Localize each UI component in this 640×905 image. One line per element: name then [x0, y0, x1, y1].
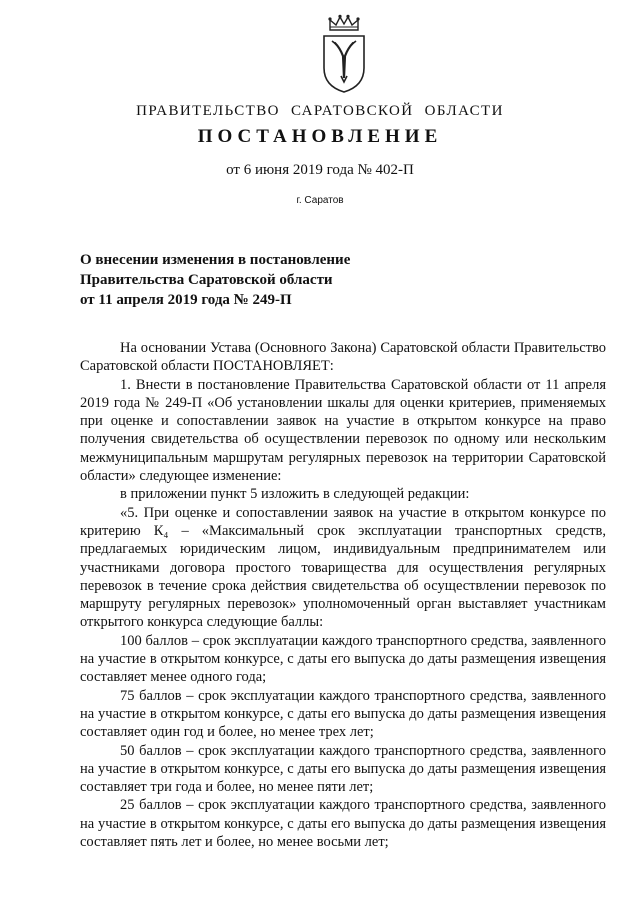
- body-paragraph: 75 баллов – срок эксплуатации каждого транспортного средства, заявленного на участие в открытом конкурсе, с даты его выпуска до даты размещения извещения составляет один год и более, но менее трех лет;: [80, 687, 606, 741]
- subject-line: Правительства Саратовской области: [80, 272, 333, 288]
- government-name: ПРАВИТЕЛЬСТВО САРАТОВСКОЙ ОБЛАСТИ: [136, 103, 504, 119]
- body-paragraph: 100 баллов – срок эксплуатации каждого транспортного средства, заявленного на участие в открытом конкурсе, с даты его выпуска до даты размещения извещения составляет менее одного года;: [80, 632, 606, 686]
- document-body: [80, 339, 606, 851]
- body-paragraph: 1. Внести в постановление Правительства Саратовской области от 11 апреля 2019 года № 249-П «Об установлении шкалы для оценки критериев, применяемых при оценке и сопоставлении заявок на участие в открытом конкурсе на право получения свидетельства об осуществлении перевозок по одному или нескольким межмуниципальным маршрутам регулярных перевозок на территории Саратовской области» следующее изменение:: [80, 376, 606, 485]
- body-paragraph: 50 баллов – срок эксплуатации каждого транспортного средства, заявленного на участие в открытом конкурсе, с даты его выпуска до даты размещения извещения составляет три года и более, но менее пяти лет;: [80, 742, 606, 796]
- city-name: г. Саратов: [296, 195, 344, 206]
- body-paragraph: в приложении пункт 5 изложить в следующей редакции:: [120, 486, 470, 503]
- document-type-title: ПОСТАНОВЛЕНИЕ: [197, 126, 443, 147]
- body-paragraph: На основании Устава (Основного Закона) Саратовской области Правительство Саратовской области ПОСТАНОВЛЯЕТ:: [80, 340, 606, 375]
- subject-line: О внесении изменения в постановление: [80, 252, 351, 268]
- coat-of-arms-icon: [320, 14, 368, 94]
- document-subject: [80, 250, 480, 310]
- body-paragraph: «5. При оценке и сопоставлении заявок на участие в открытом конкурсе по критерию К₄ – «Максимальный срок эксплуатации транспортных средств, предлагаемых юридическим лицом, индивидуальным предпринимателем или участниками договора простого товарищества для осуществления регулярных перевозок в течение срока действия свидетельства об осуществлении перевозок по маршруту регулярных перевозок» уполномоченный орган выставляет участникам открытого конкурса следующие баллы:: [80, 504, 606, 631]
- document-date-number: от 6 июня 2019 года № 402-П: [226, 162, 414, 178]
- subject-line: от 11 апреля 2019 года № 249-П: [80, 292, 292, 308]
- body-paragraph: 25 баллов – срок эксплуатации каждого транспортного средства, заявленного на участие в открытом конкурсе, с даты его выпуска до даты размещения извещения составляет пять лет и более, но менее восьми лет;: [80, 797, 606, 851]
